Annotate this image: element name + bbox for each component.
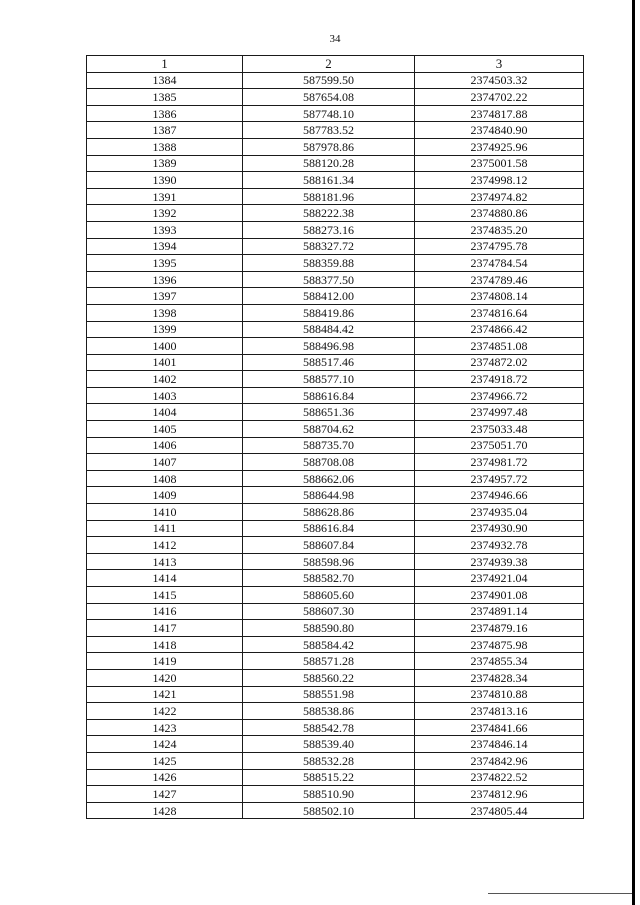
y-coordinate-cell: 2374840.90 <box>415 122 584 139</box>
y-coordinate-cell: 2374866.42 <box>415 321 584 338</box>
y-coordinate-cell: 2374998.12 <box>415 172 584 189</box>
y-coordinate-cell: 2374841.66 <box>415 719 584 736</box>
x-coordinate-cell: 588327.72 <box>243 238 415 255</box>
table-row <box>87 354 584 371</box>
y-coordinate-cell: 2374813.16 <box>415 703 584 720</box>
x-coordinate-cell: 587783.52 <box>243 122 415 139</box>
x-coordinate-cell: 588577.10 <box>243 371 415 388</box>
table-row <box>87 205 584 222</box>
x-coordinate-cell: 588605.60 <box>243 587 415 604</box>
table-header-row <box>87 56 584 73</box>
y-coordinate-cell: 2374901.08 <box>415 587 584 604</box>
x-coordinate-cell: 588412.00 <box>243 288 415 305</box>
table-row <box>87 321 584 338</box>
x-coordinate-cell: 588651.36 <box>243 404 415 421</box>
y-coordinate-cell: 2374816.64 <box>415 304 584 321</box>
coordinates-table <box>86 55 584 819</box>
point-number-cell: 1389 <box>87 155 243 172</box>
x-coordinate-cell: 588542.78 <box>243 719 415 736</box>
table-row <box>87 122 584 139</box>
point-number-cell: 1388 <box>87 138 243 155</box>
y-coordinate-cell: 2374817.88 <box>415 105 584 122</box>
page-number: 34 <box>329 33 341 45</box>
table-body <box>87 72 584 819</box>
point-number-cell: 1414 <box>87 570 243 587</box>
y-coordinate-cell: 2374810.88 <box>415 686 584 703</box>
x-coordinate-cell: 588539.40 <box>243 736 415 753</box>
column-header-3: 3 <box>415 56 584 73</box>
y-coordinate-cell: 2374891.14 <box>415 603 584 620</box>
table-row <box>87 570 584 587</box>
x-coordinate-cell: 588708.08 <box>243 454 415 471</box>
table-row <box>87 653 584 670</box>
table-row <box>87 636 584 653</box>
x-coordinate-cell: 588359.88 <box>243 255 415 272</box>
table-row <box>87 752 584 769</box>
point-number-cell: 1402 <box>87 371 243 388</box>
y-coordinate-cell: 2374957.72 <box>415 470 584 487</box>
y-coordinate-cell: 2374808.14 <box>415 288 584 305</box>
point-number-cell: 1387 <box>87 122 243 139</box>
x-coordinate-cell: 588377.50 <box>243 271 415 288</box>
x-coordinate-cell: 588532.28 <box>243 752 415 769</box>
point-number-cell: 1397 <box>87 288 243 305</box>
y-coordinate-cell: 2375033.48 <box>415 421 584 438</box>
point-number-cell: 1419 <box>87 653 243 670</box>
point-number-cell: 1409 <box>87 487 243 504</box>
point-number-cell: 1420 <box>87 669 243 686</box>
table-row <box>87 255 584 272</box>
x-coordinate-cell: 588515.22 <box>243 769 415 786</box>
x-coordinate-cell: 588120.28 <box>243 155 415 172</box>
point-number-cell: 1416 <box>87 603 243 620</box>
x-coordinate-cell: 588590.80 <box>243 620 415 637</box>
point-number-cell: 1413 <box>87 553 243 570</box>
table-row <box>87 520 584 537</box>
y-coordinate-cell: 2374872.02 <box>415 354 584 371</box>
table-row <box>87 271 584 288</box>
x-coordinate-cell: 588222.38 <box>243 205 415 222</box>
point-number-cell: 1423 <box>87 719 243 736</box>
y-coordinate-cell: 2374812.96 <box>415 786 584 803</box>
point-number-cell: 1399 <box>87 321 243 338</box>
x-coordinate-cell: 588161.34 <box>243 172 415 189</box>
point-number-cell: 1386 <box>87 105 243 122</box>
x-coordinate-cell: 588704.62 <box>243 421 415 438</box>
x-coordinate-cell: 588616.84 <box>243 387 415 404</box>
point-number-cell: 1408 <box>87 470 243 487</box>
point-number-cell: 1395 <box>87 255 243 272</box>
point-number-cell: 1426 <box>87 769 243 786</box>
scan-edge-right <box>632 0 635 905</box>
table-row <box>87 105 584 122</box>
x-coordinate-cell: 588560.22 <box>243 669 415 686</box>
y-coordinate-cell: 2374981.72 <box>415 454 584 471</box>
point-number-cell: 1405 <box>87 421 243 438</box>
x-coordinate-cell: 588496.98 <box>243 338 415 355</box>
x-coordinate-cell: 588598.96 <box>243 553 415 570</box>
y-coordinate-cell: 2374946.66 <box>415 487 584 504</box>
x-coordinate-cell: 587978.86 <box>243 138 415 155</box>
table-row <box>87 769 584 786</box>
point-number-cell: 1428 <box>87 802 243 819</box>
point-number-cell: 1398 <box>87 304 243 321</box>
point-number-cell: 1393 <box>87 221 243 238</box>
y-coordinate-cell: 2374828.34 <box>415 669 584 686</box>
x-coordinate-cell: 588517.46 <box>243 354 415 371</box>
point-number-cell: 1403 <box>87 387 243 404</box>
x-coordinate-cell: 588582.70 <box>243 570 415 587</box>
table-row <box>87 669 584 686</box>
x-coordinate-cell: 588571.28 <box>243 653 415 670</box>
table-row <box>87 221 584 238</box>
table-row <box>87 338 584 355</box>
table-row <box>87 603 584 620</box>
y-coordinate-cell: 2374921.04 <box>415 570 584 587</box>
x-coordinate-cell: 588510.90 <box>243 786 415 803</box>
y-coordinate-cell: 2374930.90 <box>415 520 584 537</box>
point-number-cell: 1424 <box>87 736 243 753</box>
table-row <box>87 172 584 189</box>
table-row <box>87 304 584 321</box>
x-coordinate-cell: 588181.96 <box>243 188 415 205</box>
y-coordinate-cell: 2374875.98 <box>415 636 584 653</box>
y-coordinate-cell: 2374855.34 <box>415 653 584 670</box>
table-row <box>87 504 584 521</box>
y-coordinate-cell: 2374784.54 <box>415 255 584 272</box>
point-number-cell: 1422 <box>87 703 243 720</box>
table-row <box>87 703 584 720</box>
y-coordinate-cell: 2374932.78 <box>415 537 584 554</box>
table-row <box>87 387 584 404</box>
point-number-cell: 1391 <box>87 188 243 205</box>
table-row <box>87 72 584 89</box>
y-coordinate-cell: 2374880.86 <box>415 205 584 222</box>
point-number-cell: 1418 <box>87 636 243 653</box>
x-coordinate-cell: 588538.86 <box>243 703 415 720</box>
x-coordinate-cell: 588273.16 <box>243 221 415 238</box>
point-number-cell: 1411 <box>87 520 243 537</box>
point-number-cell: 1392 <box>87 205 243 222</box>
table-row <box>87 802 584 819</box>
y-coordinate-cell: 2374851.08 <box>415 338 584 355</box>
table-row <box>87 454 584 471</box>
x-coordinate-cell: 588662.06 <box>243 470 415 487</box>
table-row <box>87 487 584 504</box>
y-coordinate-cell: 2374795.78 <box>415 238 584 255</box>
point-number-cell: 1427 <box>87 786 243 803</box>
x-coordinate-cell: 587654.08 <box>243 89 415 106</box>
table-row <box>87 470 584 487</box>
y-coordinate-cell: 2374966.72 <box>415 387 584 404</box>
y-coordinate-cell: 2374935.04 <box>415 504 584 521</box>
point-number-cell: 1385 <box>87 89 243 106</box>
column-header-2: 2 <box>243 56 415 73</box>
y-coordinate-cell: 2374503.32 <box>415 72 584 89</box>
table-row <box>87 188 584 205</box>
point-number-cell: 1400 <box>87 338 243 355</box>
point-number-cell: 1401 <box>87 354 243 371</box>
table-row <box>87 553 584 570</box>
x-coordinate-cell: 587599.50 <box>243 72 415 89</box>
table-row <box>87 288 584 305</box>
table-row <box>87 786 584 803</box>
column-header-1: 1 <box>87 56 243 73</box>
point-number-cell: 1410 <box>87 504 243 521</box>
y-coordinate-cell: 2374939.38 <box>415 553 584 570</box>
x-coordinate-cell: 588502.10 <box>243 802 415 819</box>
y-coordinate-cell: 2374702.22 <box>415 89 584 106</box>
x-coordinate-cell: 587748.10 <box>243 105 415 122</box>
point-number-cell: 1384 <box>87 72 243 89</box>
y-coordinate-cell: 2374925.96 <box>415 138 584 155</box>
y-coordinate-cell: 2374918.72 <box>415 371 584 388</box>
y-coordinate-cell: 2374997.48 <box>415 404 584 421</box>
point-number-cell: 1406 <box>87 437 243 454</box>
x-coordinate-cell: 588584.42 <box>243 636 415 653</box>
x-coordinate-cell: 588735.70 <box>243 437 415 454</box>
y-coordinate-cell: 2374822.52 <box>415 769 584 786</box>
y-coordinate-cell: 2374805.44 <box>415 802 584 819</box>
x-coordinate-cell: 588607.30 <box>243 603 415 620</box>
table-row <box>87 587 584 604</box>
point-number-cell: 1404 <box>87 404 243 421</box>
y-coordinate-cell: 2374974.82 <box>415 188 584 205</box>
x-coordinate-cell: 588607.84 <box>243 537 415 554</box>
x-coordinate-cell: 588551.98 <box>243 686 415 703</box>
y-coordinate-cell: 2374789.46 <box>415 271 584 288</box>
point-number-cell: 1396 <box>87 271 243 288</box>
x-coordinate-cell: 588419.86 <box>243 304 415 321</box>
x-coordinate-cell: 588628.86 <box>243 504 415 521</box>
y-coordinate-cell: 2374835.20 <box>415 221 584 238</box>
table-row <box>87 437 584 454</box>
table-row <box>87 686 584 703</box>
table-row <box>87 719 584 736</box>
table-row <box>87 537 584 554</box>
point-number-cell: 1394 <box>87 238 243 255</box>
point-number-cell: 1407 <box>87 454 243 471</box>
table-row <box>87 371 584 388</box>
table-row <box>87 89 584 106</box>
x-coordinate-cell: 588644.98 <box>243 487 415 504</box>
table-row <box>87 421 584 438</box>
table-row <box>87 238 584 255</box>
y-coordinate-cell: 2374846.14 <box>415 736 584 753</box>
table-row <box>87 155 584 172</box>
x-coordinate-cell: 588484.42 <box>243 321 415 338</box>
y-coordinate-cell: 2374879.16 <box>415 620 584 637</box>
scan-line-bottom <box>488 893 632 894</box>
point-number-cell: 1425 <box>87 752 243 769</box>
table-row <box>87 620 584 637</box>
point-number-cell: 1421 <box>87 686 243 703</box>
y-coordinate-cell: 2374842.96 <box>415 752 584 769</box>
table-row <box>87 404 584 421</box>
table-row <box>87 138 584 155</box>
table-row <box>87 736 584 753</box>
point-number-cell: 1415 <box>87 587 243 604</box>
y-coordinate-cell: 2375001.58 <box>415 155 584 172</box>
point-number-cell: 1417 <box>87 620 243 637</box>
point-number-cell: 1390 <box>87 172 243 189</box>
x-coordinate-cell: 588616.84 <box>243 520 415 537</box>
y-coordinate-cell: 2375051.70 <box>415 437 584 454</box>
point-number-cell: 1412 <box>87 537 243 554</box>
